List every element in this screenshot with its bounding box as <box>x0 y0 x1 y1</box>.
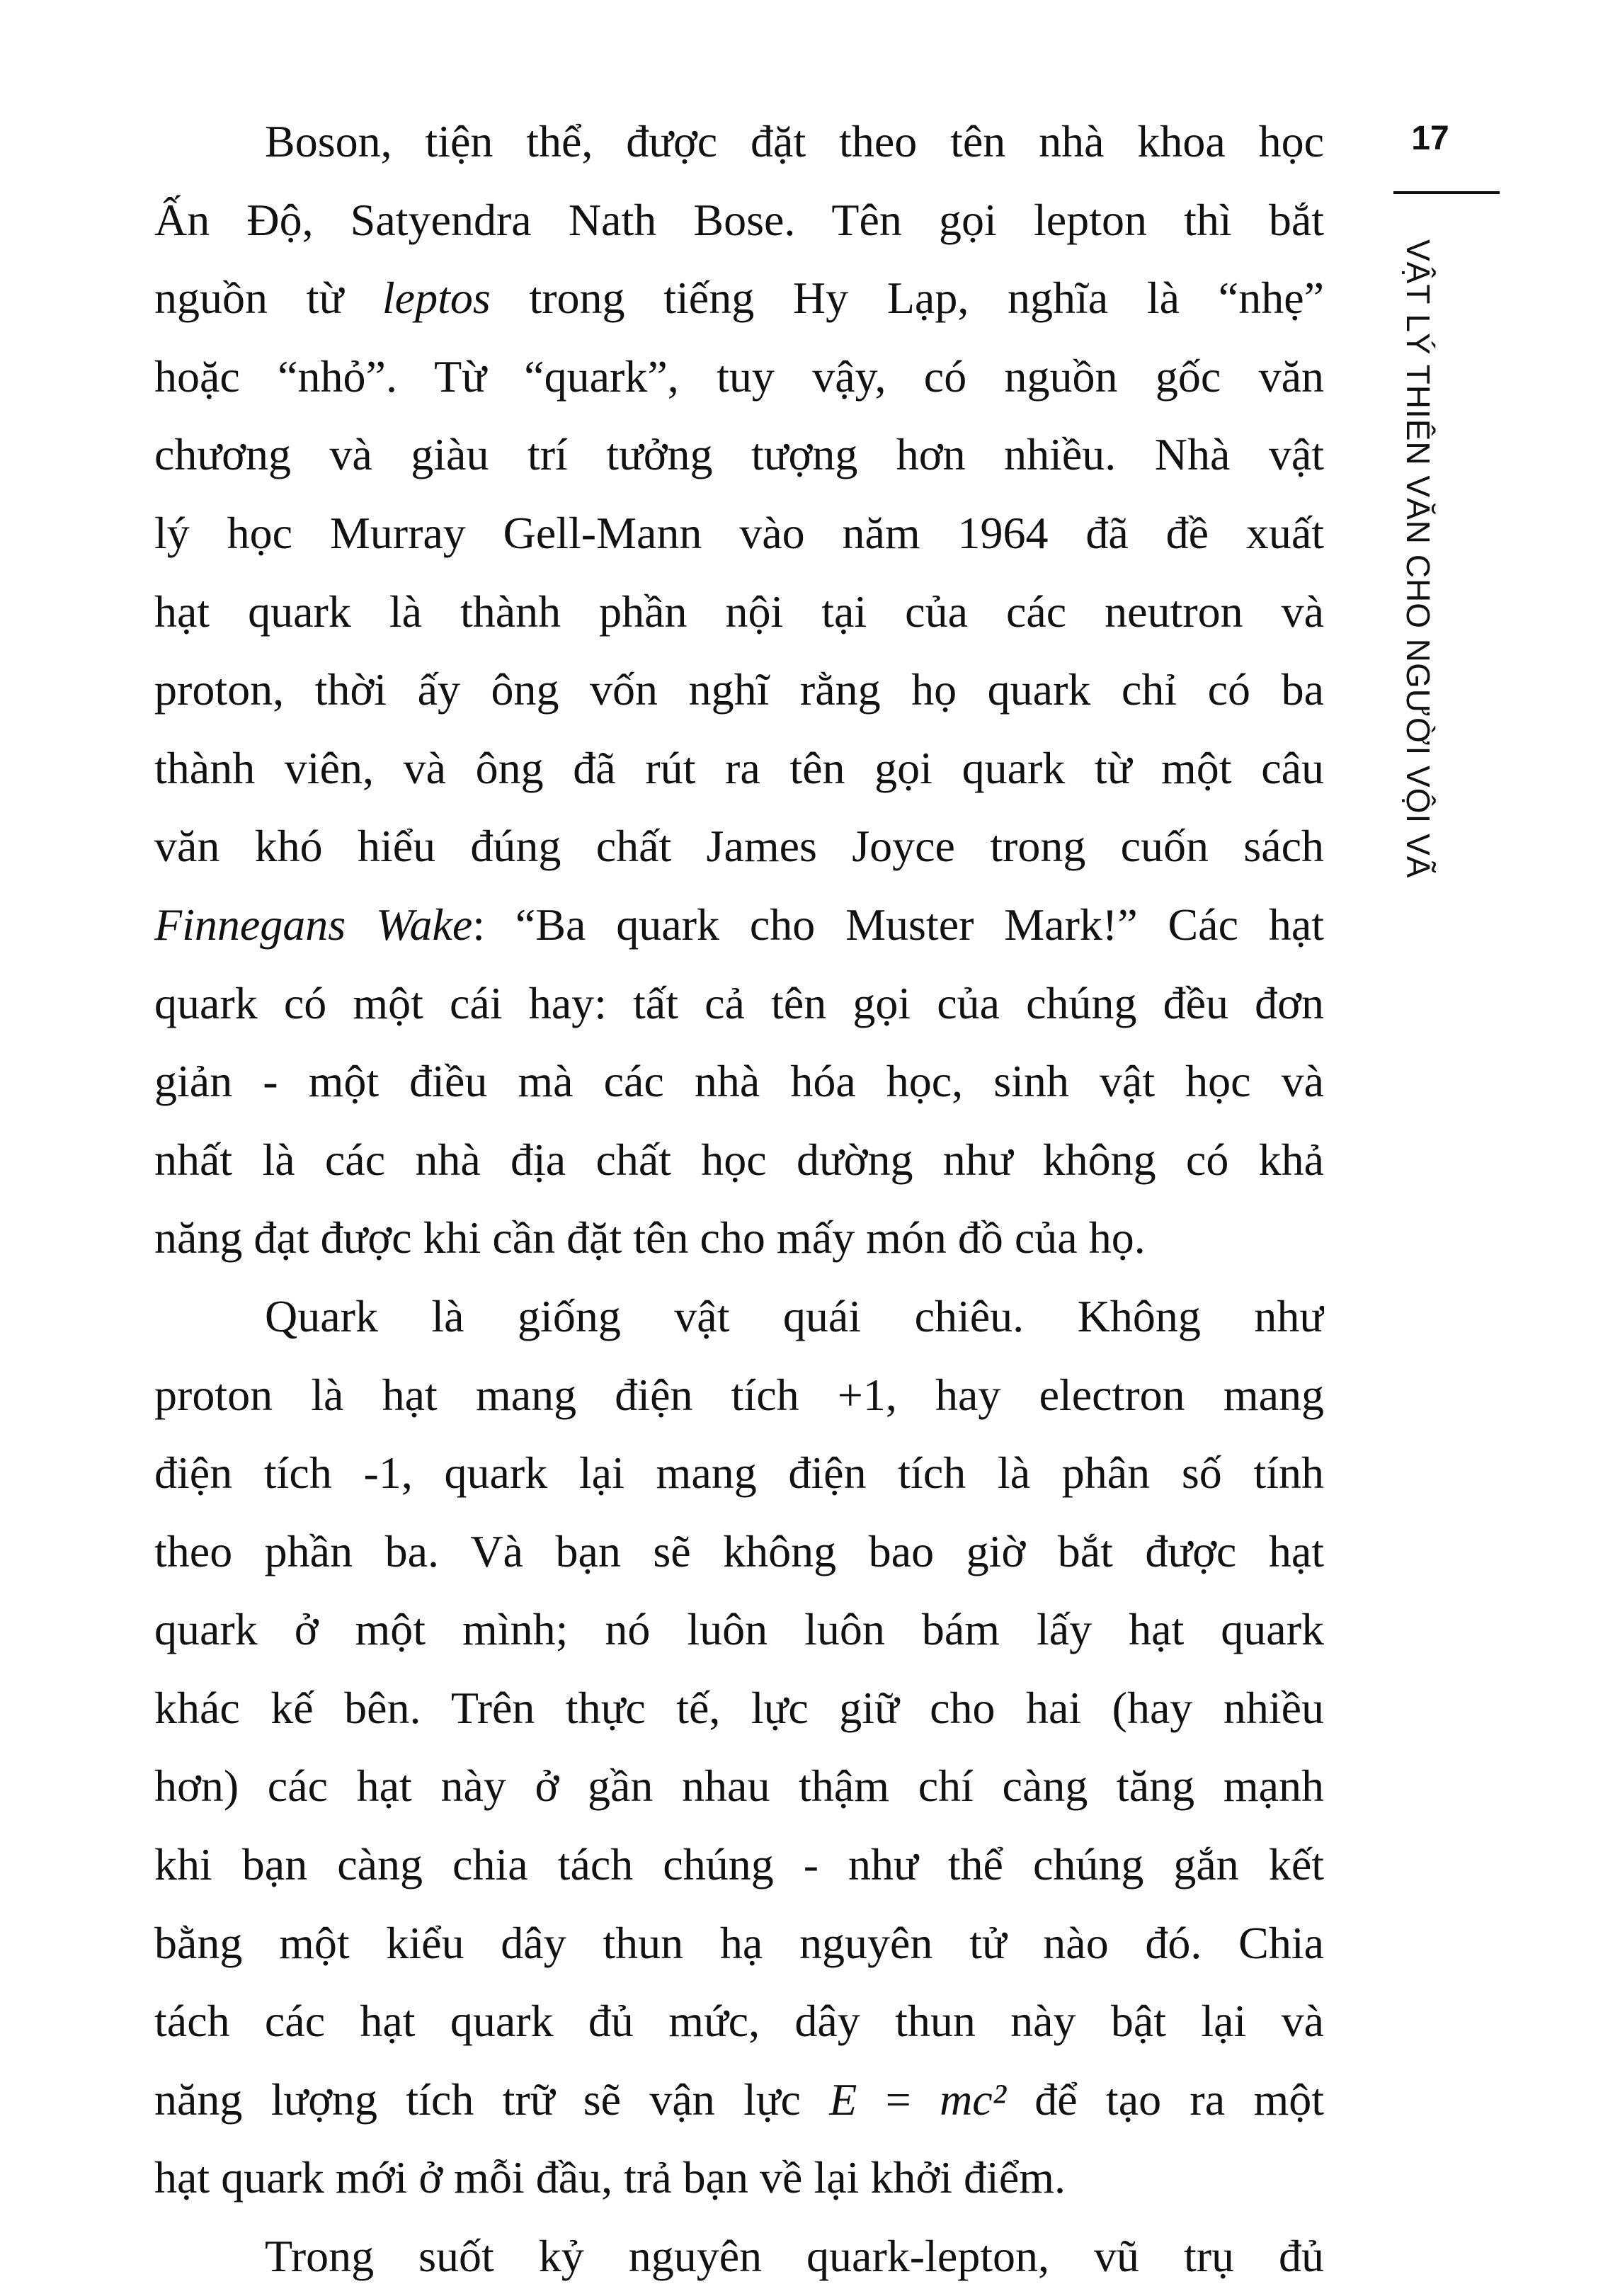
text-segment: Ấn Độ, Satyendra Nath Bose. Tên gọi lepton thì bắt <box>154 194 1324 245</box>
text-line <box>154 1121 1324 1200</box>
italic-text: mc² <box>940 2074 1006 2125</box>
text-segment: nhất là các nhà địa chất học dường như không có khả <box>154 1134 1324 1185</box>
text-segment: trong tiếng Hy Lạp, nghĩa là “nhẹ” <box>490 273 1324 324</box>
text-segment: để tạo ra một <box>1005 2074 1324 2125</box>
text-line <box>154 1747 1324 1826</box>
text-line <box>154 2061 1324 2139</box>
text-segment: nguồn từ <box>154 273 382 324</box>
text-segment: năng đạt được khi cần đặt tên cho mấy món đồ của họ. <box>154 1212 1146 1263</box>
text-line <box>154 338 1324 416</box>
text-segment: hoặc “nhỏ”. Từ “quark”, tuy vậy, có nguồn gốc văn <box>154 351 1324 402</box>
text-line <box>154 103 1324 181</box>
text-segment: Trong suốt kỷ nguyên quark-lepton, vũ trụ đủ <box>265 2231 1324 2282</box>
text-line <box>154 886 1324 965</box>
text-segment: = <box>857 2074 940 2125</box>
text-segment: hạt quark là thành phần nội tại của các neutron và <box>154 586 1324 637</box>
text-line <box>154 1356 1324 1435</box>
text-segment: giản - một điều mà các nhà hóa học, sinh vật học và <box>154 1056 1324 1107</box>
text-segment: quark có một cái hay: tất cả tên gọi của chúng đều đơn <box>154 977 1324 1028</box>
text-line <box>154 2217 1324 2296</box>
text-segment: theo phần ba. Và bạn sẽ không bao giờ bắt được hạt <box>154 1525 1324 1576</box>
text-segment: hơn) các hạt này ở gần nhau thậm chí càng tăng mạnh <box>154 1761 1324 1812</box>
text-line <box>154 2139 1324 2217</box>
text-segment: văn khó hiểu đúng chất James Joyce trong cuốn sách <box>154 821 1324 872</box>
text-line <box>154 1278 1324 1356</box>
text-line <box>154 259 1324 338</box>
text-line <box>154 965 1324 1043</box>
body-text <box>154 103 1324 2296</box>
text-segment: điện tích -1, quark lại mang điện tích là phân số tính <box>154 1448 1324 1499</box>
text-line <box>154 416 1324 494</box>
text-segment: năng lượng tích trữ sẽ vận lực <box>154 2074 830 2125</box>
italic-text: E <box>829 2074 857 2125</box>
text-line <box>154 181 1324 260</box>
text-segment: bằng một kiểu dây thun hạ nguyên tử nào đó. Chia <box>154 1917 1324 1968</box>
page-number: 17 <box>1411 120 1449 157</box>
text-segment: hạt quark mới ở mỗi đầu, trả bạn về lại khởi điểm. <box>154 2152 1066 2203</box>
text-segment: : “Ba quark cho Muster Mark!” Các hạt <box>472 899 1324 950</box>
text-segment: khác kế bên. Trên thực tế, lực giữ cho hai (hay nhiều <box>154 1682 1324 1733</box>
text-segment: khi bạn càng chia tách chúng - như thể chúng gắn kết <box>154 1839 1324 1890</box>
text-line <box>154 573 1324 652</box>
running-head: VẬT LÝ THIÊN VĂN CHO NGƯỜI VỘI VÃ <box>1400 239 1437 879</box>
text-line <box>154 1904 1324 1983</box>
text-segment: thành viên, và ông đã rút ra tên gọi quark từ một câu <box>154 742 1324 793</box>
text-segment: lý học Murray Gell-Mann vào năm 1964 đã đề xuất <box>154 507 1324 558</box>
text-line <box>154 494 1324 573</box>
text-line <box>154 1826 1324 1904</box>
text-line <box>154 1982 1324 2061</box>
text-line <box>154 807 1324 886</box>
text-line <box>154 729 1324 808</box>
text-line <box>154 1199 1324 1278</box>
text-segment: Quark là giống vật quái chiêu. Không như <box>265 1290 1324 1341</box>
text-line <box>154 1513 1324 1591</box>
header-rule <box>1393 191 1500 194</box>
text-segment: Boson, tiện thể, được đặt theo tên nhà khoa học <box>265 116 1324 166</box>
text-segment: quark ở một mình; nó luôn luôn bám lấy hạt quark <box>154 1604 1324 1655</box>
text-line <box>154 1042 1324 1121</box>
italic-text: Finnegans Wake <box>154 899 473 950</box>
text-line <box>154 651 1324 729</box>
text-segment: tách các hạt quark đủ mức, dây thun này bật lại và <box>154 1996 1324 2047</box>
text-segment: proton là hạt mang điện tích +1, hay electron mang <box>154 1369 1324 1420</box>
text-line <box>154 1434 1324 1513</box>
text-line <box>154 1591 1324 1669</box>
text-segment: proton, thời ấy ông vốn nghĩ rằng họ quark chỉ có ba <box>154 664 1324 715</box>
text-segment: chương và giàu trí tưởng tượng hơn nhiều. Nhà vật <box>154 429 1324 480</box>
italic-text: leptos <box>382 273 491 324</box>
text-line <box>154 1669 1324 1748</box>
